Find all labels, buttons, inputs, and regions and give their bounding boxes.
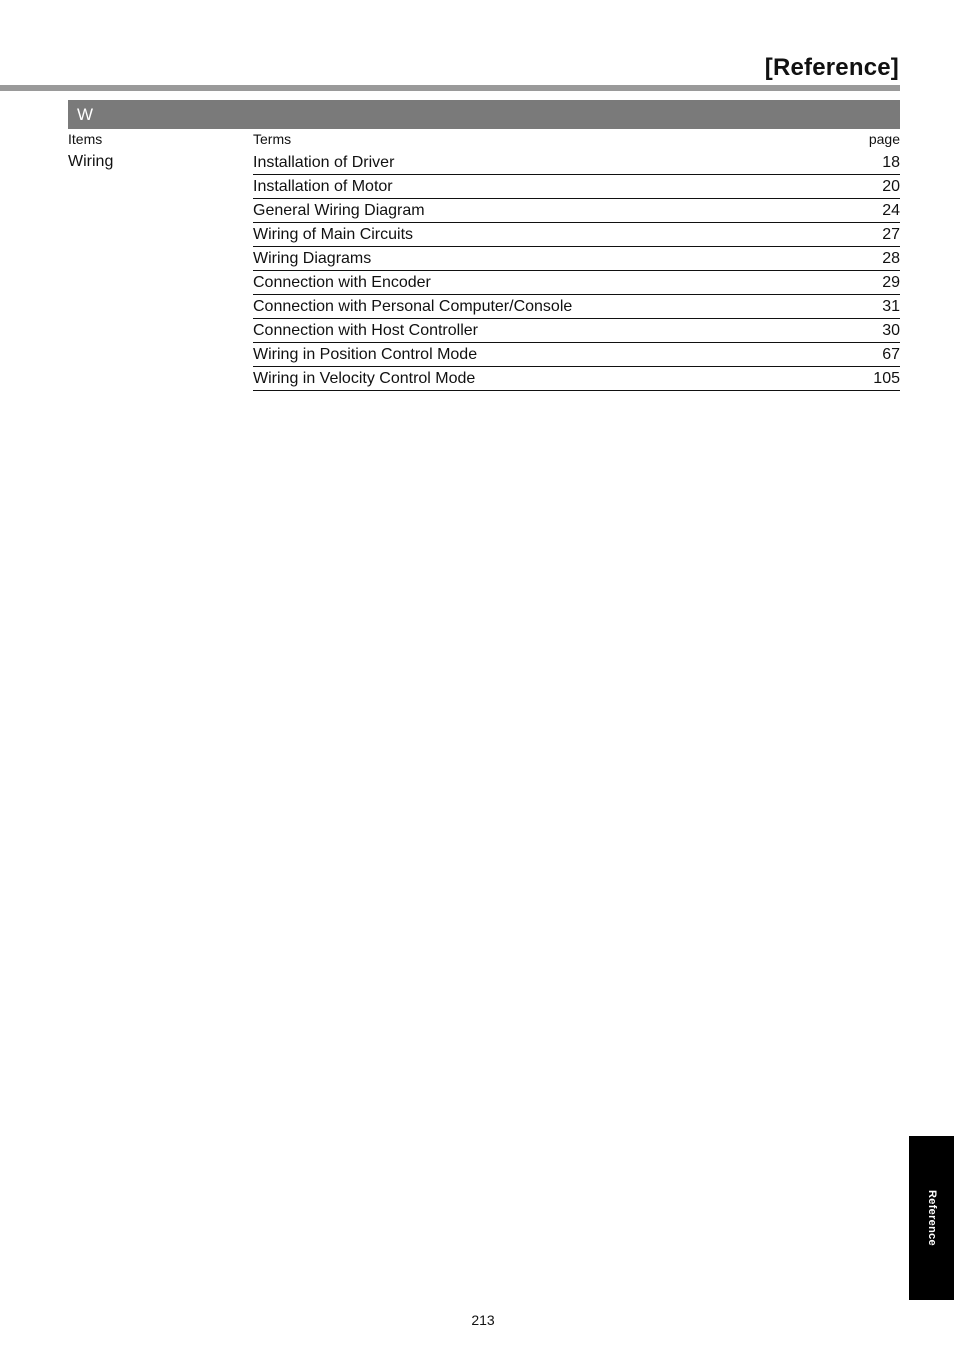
term-label: Connection with Personal Computer/Console bbox=[253, 298, 573, 315]
page-number: 213 bbox=[471, 1312, 495, 1328]
term-label: Wiring of Main Circuits bbox=[253, 226, 414, 243]
term-row bbox=[253, 367, 900, 391]
terms-list bbox=[253, 151, 900, 391]
term-page: 27 bbox=[882, 226, 900, 243]
term-page: 67 bbox=[882, 346, 900, 363]
term-label: Wiring in Velocity Control Mode bbox=[253, 370, 476, 387]
term-page: 30 bbox=[882, 322, 900, 339]
term-label: General Wiring Diagram bbox=[253, 202, 425, 219]
column-header-items: Items bbox=[68, 131, 103, 147]
term-page: 18 bbox=[882, 154, 900, 171]
term-row bbox=[253, 175, 900, 199]
term-row bbox=[253, 295, 900, 319]
side-tab-label: Reference bbox=[925, 1190, 938, 1246]
index-item-wiring: Wiring bbox=[68, 153, 114, 170]
term-page: 20 bbox=[882, 178, 900, 195]
term-row bbox=[253, 271, 900, 295]
term-row bbox=[253, 247, 900, 271]
term-label: Wiring Diagrams bbox=[253, 250, 372, 267]
column-header-page: page bbox=[868, 131, 900, 147]
term-label: Wiring in Position Control Mode bbox=[253, 346, 478, 363]
term-page: 24 bbox=[882, 202, 900, 219]
term-page: 28 bbox=[882, 250, 900, 267]
term-row bbox=[253, 151, 900, 175]
term-page: 105 bbox=[873, 370, 900, 387]
section-letter: W bbox=[77, 105, 94, 124]
page-title: [Reference] bbox=[764, 54, 899, 81]
term-row bbox=[253, 343, 900, 367]
term-label: Installation of Driver bbox=[253, 154, 395, 171]
term-row bbox=[253, 319, 900, 343]
term-row bbox=[253, 223, 900, 247]
term-label: Connection with Host Controller bbox=[253, 322, 478, 339]
term-row bbox=[253, 199, 900, 223]
term-page: 29 bbox=[882, 274, 900, 291]
section-letter-bar bbox=[68, 100, 900, 129]
term-label: Connection with Encoder bbox=[253, 274, 431, 291]
header-rule bbox=[0, 85, 900, 91]
term-page: 31 bbox=[882, 298, 900, 315]
side-tab-reference bbox=[909, 1136, 954, 1300]
term-label: Installation of Motor bbox=[253, 178, 393, 195]
column-header-terms: Terms bbox=[253, 131, 292, 147]
